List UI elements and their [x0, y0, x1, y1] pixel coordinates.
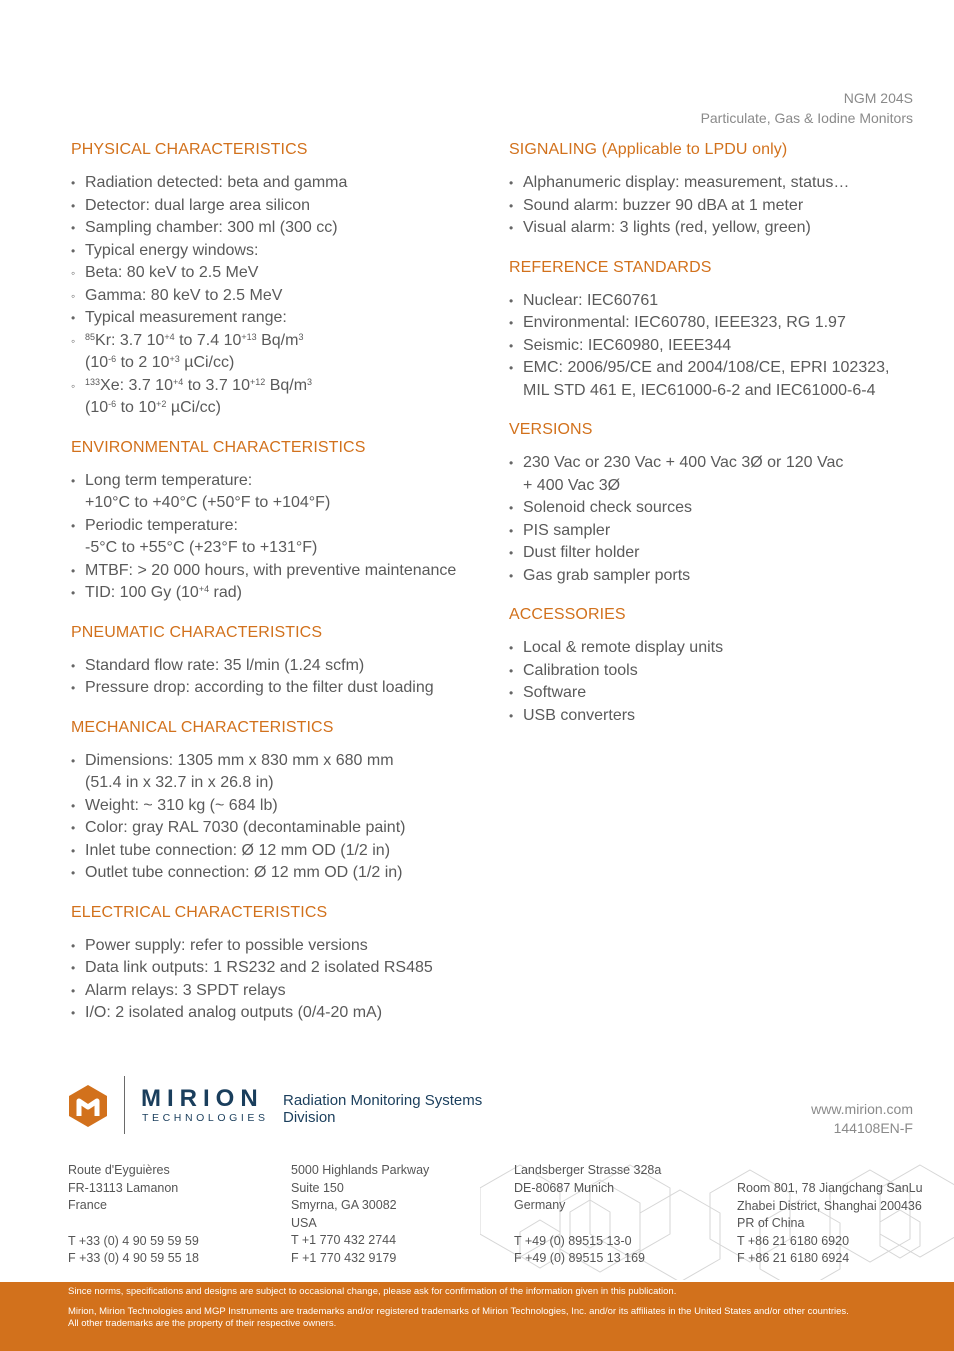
- section-title: VERSIONS: [509, 421, 593, 438]
- bullet-list: [71, 655, 481, 700]
- product-subtitle: Particulate, Gas & Iodine Monitors: [700, 110, 913, 126]
- section-title: ENVIRONMENTAL CHARACTERISTICS: [71, 438, 366, 456]
- kr-range-item: ◦ $^{85}$Kr: 3.7 $10^{+4}$ to 7.4 $10^{+13}$ $Bq/m^3$ ($10^{-6}$ to 2 $10^{+3}$ µCi/cc): [71, 330, 481, 375]
- website-url: www.mirion.com: [811, 1101, 913, 1117]
- company-logo: [68, 1076, 508, 1138]
- versions-section: [509, 420, 929, 587]
- section-title: PNEUMATIC CHARACTERISTICS: [71, 623, 323, 641]
- list-item: • Sound alarm: buzzer 90 dBA at 1 meter: [509, 195, 929, 218]
- list-item: • Typical measurement range:: [71, 307, 481, 330]
- document-number: 144108EN-F: [833, 1120, 913, 1136]
- mirion-hexagon-icon: [68, 1084, 108, 1128]
- environmental-section: [71, 438, 481, 605]
- electrical-section: [71, 903, 481, 1025]
- list-item: • Gas grab sampler ports: [509, 565, 929, 588]
- list-item: • Standard flow rate: 35 l/min (1.24 scfm): [71, 655, 481, 678]
- trademark-notice-2: All other trademarks are the property of their respective owners.: [68, 1318, 337, 1329]
- list-item: • Local & remote display units: [509, 637, 929, 660]
- list-item: • Visual alarm: 3 lights (red, yellow, green): [509, 217, 929, 240]
- list-item: • Long term temperature: +10°C to +40°C (+50°F to +104°F): [71, 470, 481, 515]
- signaling-section: [509, 140, 929, 240]
- list-item: • Typical energy windows:: [71, 240, 481, 263]
- left-column: [71, 140, 481, 1043]
- list-item: • 230 Vac or 230 Vac + 400 Vac 3Ø or 120 Vac + 400 Vac 3Ø: [509, 452, 929, 497]
- bullet-list: [71, 935, 481, 1025]
- fax: F +1 770 432 9179: [291, 1250, 397, 1265]
- phone: T +49 (0) 89515 13-0: [514, 1233, 632, 1248]
- list-item: • Outlet tube connection: Ø 12 mm OD (1/2 in): [71, 862, 481, 885]
- list-item: • Alarm relays: 3 SPDT relays: [71, 980, 481, 1003]
- list-item: • Periodic temperature: -5°C to +55°C (+23°F to +131°F): [71, 515, 481, 560]
- fax: F +49 (0) 89515 13 169: [514, 1251, 645, 1265]
- list-item: • Nuclear: IEC60761: [509, 290, 929, 313]
- bullet-list: [509, 172, 929, 240]
- fax: F +86 21 6180 6924: [737, 1251, 850, 1265]
- address-france: Route d'Eyguières FR-13113 Lamanon France T +33 (0) 4 90 59 59 59 F +33 (0) 4 90 59 55 18: [68, 1162, 199, 1268]
- bullet-list: [71, 172, 481, 420]
- footer-bar: [0, 1282, 954, 1351]
- web-info: [811, 1100, 913, 1138]
- phone: T +33 (0) 4 90 59 59 59: [68, 1233, 199, 1248]
- list-item: • Software: [509, 682, 929, 705]
- list-item: • Radiation detected: beta and gamma: [71, 172, 481, 195]
- physical-section: [71, 140, 481, 420]
- list-item: • Seismic: IEC60980, IEEE344: [509, 335, 929, 358]
- logo-wordmark: MIRION: [141, 1085, 264, 1112]
- list-item: • Inlet tube connection: Ø 12 mm OD (1/2 in): [71, 840, 481, 863]
- bullet-list: [71, 750, 481, 885]
- bullet-list: [71, 470, 481, 605]
- model-name: NGM 204S: [843, 90, 913, 106]
- disclaimer: Since norms, specifications and designs are subject to occasional change, please ask for confirmation of the information given in this publication.: [68, 1286, 677, 1297]
- list-item: • Alphanumeric display: measurement, status…: [509, 172, 929, 195]
- list-item: • EMC: 2006/95/CE and 2004/108/CE, EPRI 102323, MIL STD 461 E, IEC61000-6-2 and IEC61000-6-4: [509, 357, 929, 402]
- xe-range-item: ◦ $^{133}$Xe: 3.7 $10^{+4}$ to 3.7 $10^{+12}$ $Bq/m^3$ ($10^{-6}$ to $10^{+2}$ µCi/cc): [71, 375, 481, 420]
- right-column: [509, 140, 929, 745]
- list-item: • Calibration tools: [509, 660, 929, 683]
- document-header: [701, 88, 913, 128]
- list-item: • PIS sampler: [509, 520, 929, 543]
- bullet-list: [509, 290, 929, 403]
- logo-divider: [124, 1076, 125, 1134]
- address-china: Room 801, 78 Jiangchang SanLu Zhabei District, Shanghai 200436 PR of China T +86 21 6180 6920 F +86 21 6180 6924: [737, 1180, 923, 1268]
- list-item: • Dust filter holder: [509, 542, 929, 565]
- list-item: • Solenoid check sources: [509, 497, 929, 520]
- list-item: • MTBF: > 20 000 hours, with preventive maintenance: [71, 560, 481, 583]
- list-item: • TID: 100 Gy ($10^{+4}$ rad): [71, 582, 481, 605]
- phone: T +1 770 432 2744: [291, 1233, 397, 1247]
- list-item: • Dimensions: 1305 mm x 830 mm x 680 mm (51.4 in x 32.7 in x 26.8 in): [71, 750, 481, 795]
- section-title: ELECTRICAL CHARACTERISTICS: [71, 903, 328, 921]
- pneumatic-section: [71, 623, 481, 700]
- bullet-list: [509, 452, 929, 587]
- section-title: SIGNALING (Applicable to LPDU only): [509, 141, 788, 158]
- trademark-notice: Mirion, Mirion Technologies and MGP Instruments are trademarks and/or registered trademarks of Mirion Technologies, Inc. and/or its affiliates in the United States and/or other countries.: [68, 1305, 849, 1317]
- list-item: ◦ Beta: 80 keV to 2.5 MeV: [71, 262, 481, 285]
- address-usa: 5000 Highlands Parkway Suite 150 Smyrna, GA 30082 USA T +1 770 432 2744 F +1 770 432 9179: [291, 1162, 429, 1267]
- logo-subtitle: TECHNOLOGIES: [142, 1112, 269, 1124]
- list-item: • Weight: ~ 310 kg (~ 684 lb): [71, 795, 481, 818]
- section-title: PHYSICAL CHARACTERISTICS: [71, 141, 308, 158]
- section-title: MECHANICAL CHARACTERISTICS: [71, 718, 334, 736]
- list-item: • USB converters: [509, 705, 929, 728]
- list-item: • Power supply: refer to possible versions: [71, 935, 481, 958]
- section-title: ACCESSORIES: [509, 606, 626, 623]
- address-germany: Landsberger Strasse 328a DE-80687 Munich Germany T +49 (0) 89515 13-0 F +49 (0) 89515 13 169: [514, 1162, 661, 1268]
- list-item: • Color: gray RAL 7030 (decontaminable paint): [71, 817, 481, 840]
- mechanical-section: [71, 718, 481, 885]
- list-item: • Detector: dual large area silicon: [71, 195, 481, 218]
- list-item: • Environmental: IEC60780, IEEE323, RG 1.97: [509, 312, 929, 335]
- standards-section: [509, 258, 929, 403]
- list-item: • Sampling chamber: 300 ml (300 cc): [71, 217, 481, 240]
- division-name: Radiation Monitoring Systems Division: [283, 1092, 483, 1126]
- bullet-list: [509, 637, 929, 727]
- fax: F +33 (0) 4 90 59 55 18: [68, 1251, 199, 1265]
- list-item: • Pressure drop: according to the filter dust loading: [71, 677, 481, 700]
- accessories-section: [509, 605, 929, 727]
- list-item: • Data link outputs: 1 RS232 and 2 isolated RS485: [71, 957, 481, 980]
- section-title: REFERENCE STANDARDS: [509, 258, 712, 276]
- list-item: ◦ Gamma: 80 keV to 2.5 MeV: [71, 285, 481, 308]
- phone: T +86 21 6180 6920: [737, 1233, 850, 1248]
- list-item: • I/O: 2 isolated analog outputs (0/4-20 mA): [71, 1002, 481, 1025]
